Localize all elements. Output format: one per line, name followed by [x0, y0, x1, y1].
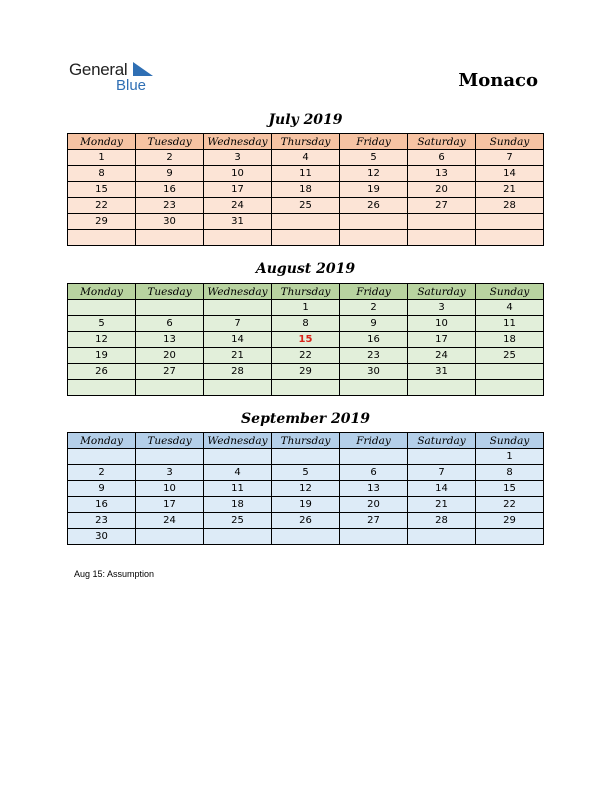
day-cell: 14 — [204, 332, 272, 348]
day-cell: 23 — [136, 198, 204, 214]
weekday-header-wednesday: Wednesday — [204, 284, 272, 300]
weekday-header-row — [68, 284, 544, 300]
empty-day-cell — [272, 529, 340, 545]
day-cell: 26 — [340, 198, 408, 214]
day-cell: 12 — [68, 332, 136, 348]
day-cell: 5 — [68, 316, 136, 332]
week-row — [68, 150, 544, 166]
weekday-header-thursday: Thursday — [272, 134, 340, 150]
day-cell: 29 — [476, 513, 544, 529]
weekday-header-friday: Friday — [340, 433, 408, 449]
day-cell: 22 — [68, 198, 136, 214]
day-cell: 28 — [204, 364, 272, 380]
calendar-september — [67, 432, 544, 545]
day-cell: 24 — [408, 348, 476, 364]
week-row — [68, 198, 544, 214]
weekday-header-saturday: Saturday — [408, 134, 476, 150]
week-row — [68, 348, 544, 364]
calendar-august — [67, 283, 544, 396]
day-cell: 26 — [272, 513, 340, 529]
day-cell: 25 — [272, 198, 340, 214]
empty-day-cell — [340, 449, 408, 465]
holiday-day-cell: 15 — [272, 332, 340, 348]
day-cell: 31 — [408, 364, 476, 380]
week-row — [68, 364, 544, 380]
day-cell: 23 — [340, 348, 408, 364]
empty-day-cell — [340, 214, 408, 230]
empty-day-cell — [136, 449, 204, 465]
week-row — [68, 214, 544, 230]
weekday-header-monday: Monday — [68, 433, 136, 449]
day-cell: 1 — [68, 150, 136, 166]
day-cell: 22 — [272, 348, 340, 364]
day-cell: 1 — [476, 449, 544, 465]
week-row — [68, 529, 544, 545]
weekday-header-friday: Friday — [340, 134, 408, 150]
empty-day-cell — [204, 230, 272, 246]
weekday-header-saturday: Saturday — [408, 284, 476, 300]
day-cell: 24 — [204, 198, 272, 214]
day-cell: 4 — [204, 465, 272, 481]
day-cell: 19 — [272, 497, 340, 513]
day-cell: 29 — [68, 214, 136, 230]
empty-day-cell — [68, 300, 136, 316]
day-cell: 14 — [476, 166, 544, 182]
day-cell: 11 — [204, 481, 272, 497]
week-row — [68, 316, 544, 332]
day-cell: 27 — [408, 198, 476, 214]
week-row — [68, 380, 544, 396]
day-cell: 17 — [408, 332, 476, 348]
day-cell: 2 — [340, 300, 408, 316]
day-cell: 5 — [272, 465, 340, 481]
day-cell: 20 — [408, 182, 476, 198]
day-cell: 20 — [136, 348, 204, 364]
day-cell: 11 — [476, 316, 544, 332]
empty-day-cell — [408, 449, 476, 465]
day-cell: 30 — [136, 214, 204, 230]
weekday-header-tuesday: Tuesday — [136, 134, 204, 150]
day-cell: 12 — [272, 481, 340, 497]
empty-day-cell — [408, 529, 476, 545]
day-cell: 17 — [136, 497, 204, 513]
day-cell: 1 — [272, 300, 340, 316]
day-cell: 10 — [136, 481, 204, 497]
empty-day-cell — [136, 300, 204, 316]
weekday-header-wednesday: Wednesday — [204, 134, 272, 150]
day-cell: 26 — [68, 364, 136, 380]
day-cell: 29 — [272, 364, 340, 380]
day-cell: 20 — [340, 497, 408, 513]
empty-day-cell — [476, 230, 544, 246]
empty-day-cell — [136, 529, 204, 545]
day-cell: 7 — [408, 465, 476, 481]
day-cell: 9 — [136, 166, 204, 182]
empty-day-cell — [476, 380, 544, 396]
day-cell: 4 — [272, 150, 340, 166]
day-cell: 7 — [476, 150, 544, 166]
day-cell: 25 — [476, 348, 544, 364]
weekday-header-monday: Monday — [68, 284, 136, 300]
empty-day-cell — [272, 449, 340, 465]
empty-day-cell — [408, 230, 476, 246]
day-cell: 16 — [68, 497, 136, 513]
day-cell: 8 — [68, 166, 136, 182]
day-cell: 18 — [272, 182, 340, 198]
day-cell: 24 — [136, 513, 204, 529]
day-cell: 5 — [340, 150, 408, 166]
weekday-header-tuesday: Tuesday — [136, 284, 204, 300]
month-title-july: July 2019 — [268, 112, 343, 128]
day-cell: 27 — [136, 364, 204, 380]
day-cell: 28 — [408, 513, 476, 529]
weekday-header-sunday: Sunday — [476, 433, 544, 449]
month-title-august: August 2019 — [255, 261, 356, 277]
month-title-september: September 2019 — [241, 411, 370, 427]
day-cell: 30 — [68, 529, 136, 545]
empty-day-cell — [272, 230, 340, 246]
day-cell: 19 — [340, 182, 408, 198]
day-cell: 25 — [204, 513, 272, 529]
general-blue-logo — [69, 60, 169, 96]
empty-day-cell — [408, 214, 476, 230]
day-cell: 30 — [340, 364, 408, 380]
day-cell: 17 — [204, 182, 272, 198]
empty-day-cell — [204, 529, 272, 545]
day-cell: 8 — [272, 316, 340, 332]
empty-day-cell — [476, 529, 544, 545]
calendar-july — [67, 133, 544, 246]
week-row — [68, 481, 544, 497]
day-cell: 22 — [476, 497, 544, 513]
day-cell: 27 — [340, 513, 408, 529]
day-cell: 9 — [68, 481, 136, 497]
week-row — [68, 300, 544, 316]
day-cell: 2 — [68, 465, 136, 481]
day-cell: 8 — [476, 465, 544, 481]
day-cell: 16 — [340, 332, 408, 348]
empty-day-cell — [204, 380, 272, 396]
day-cell: 15 — [68, 182, 136, 198]
day-cell: 11 — [272, 166, 340, 182]
weekday-header-thursday: Thursday — [272, 433, 340, 449]
week-row — [68, 166, 544, 182]
empty-day-cell — [136, 380, 204, 396]
weekday-header-saturday: Saturday — [408, 433, 476, 449]
day-cell: 21 — [204, 348, 272, 364]
weekday-header-wednesday: Wednesday — [204, 433, 272, 449]
day-cell: 13 — [136, 332, 204, 348]
day-cell: 13 — [408, 166, 476, 182]
day-cell: 7 — [204, 316, 272, 332]
weekday-header-friday: Friday — [340, 284, 408, 300]
day-cell: 9 — [340, 316, 408, 332]
day-cell: 13 — [340, 481, 408, 497]
empty-day-cell — [340, 529, 408, 545]
week-row — [68, 465, 544, 481]
logo-word-general: General — [69, 60, 128, 79]
day-cell: 19 — [68, 348, 136, 364]
weekday-header-sunday: Sunday — [476, 284, 544, 300]
empty-day-cell — [272, 380, 340, 396]
week-row — [68, 497, 544, 513]
day-cell: 21 — [476, 182, 544, 198]
day-cell: 18 — [476, 332, 544, 348]
empty-day-cell — [204, 449, 272, 465]
day-cell: 10 — [408, 316, 476, 332]
day-cell: 2 — [136, 150, 204, 166]
weekday-header-tuesday: Tuesday — [136, 433, 204, 449]
day-cell: 3 — [136, 465, 204, 481]
day-cell: 6 — [340, 465, 408, 481]
day-cell: 18 — [204, 497, 272, 513]
logo-triangle-icon — [133, 62, 155, 78]
holiday-notes — [74, 569, 154, 579]
week-row — [68, 449, 544, 465]
day-cell: 10 — [204, 166, 272, 182]
empty-day-cell — [476, 364, 544, 380]
country-name: Monaco — [458, 70, 538, 91]
empty-day-cell — [408, 380, 476, 396]
weekday-header-row — [68, 134, 544, 150]
day-cell: 12 — [340, 166, 408, 182]
week-row — [68, 513, 544, 529]
day-cell: 31 — [204, 214, 272, 230]
day-cell: 23 — [68, 513, 136, 529]
empty-day-cell — [340, 230, 408, 246]
holiday-note: Aug 15: Assumption — [74, 569, 155, 579]
empty-day-cell — [476, 214, 544, 230]
empty-day-cell — [340, 380, 408, 396]
weekday-header-sunday: Sunday — [476, 134, 544, 150]
empty-day-cell — [68, 380, 136, 396]
day-cell: 4 — [476, 300, 544, 316]
day-cell: 28 — [476, 198, 544, 214]
week-row — [68, 230, 544, 246]
weekday-header-monday: Monday — [68, 134, 136, 150]
week-row — [68, 332, 544, 348]
day-cell: 3 — [204, 150, 272, 166]
weekday-header-thursday: Thursday — [272, 284, 340, 300]
day-cell: 14 — [408, 481, 476, 497]
weekday-header-row — [68, 433, 544, 449]
day-cell: 6 — [136, 316, 204, 332]
day-cell: 15 — [476, 481, 544, 497]
empty-day-cell — [68, 449, 136, 465]
day-cell: 16 — [136, 182, 204, 198]
empty-day-cell — [68, 230, 136, 246]
empty-day-cell — [204, 300, 272, 316]
week-row — [68, 182, 544, 198]
day-cell: 3 — [408, 300, 476, 316]
day-cell: 6 — [408, 150, 476, 166]
empty-day-cell — [136, 230, 204, 246]
logo-word-blue: Blue — [116, 77, 147, 94]
day-cell: 21 — [408, 497, 476, 513]
empty-day-cell — [272, 214, 340, 230]
